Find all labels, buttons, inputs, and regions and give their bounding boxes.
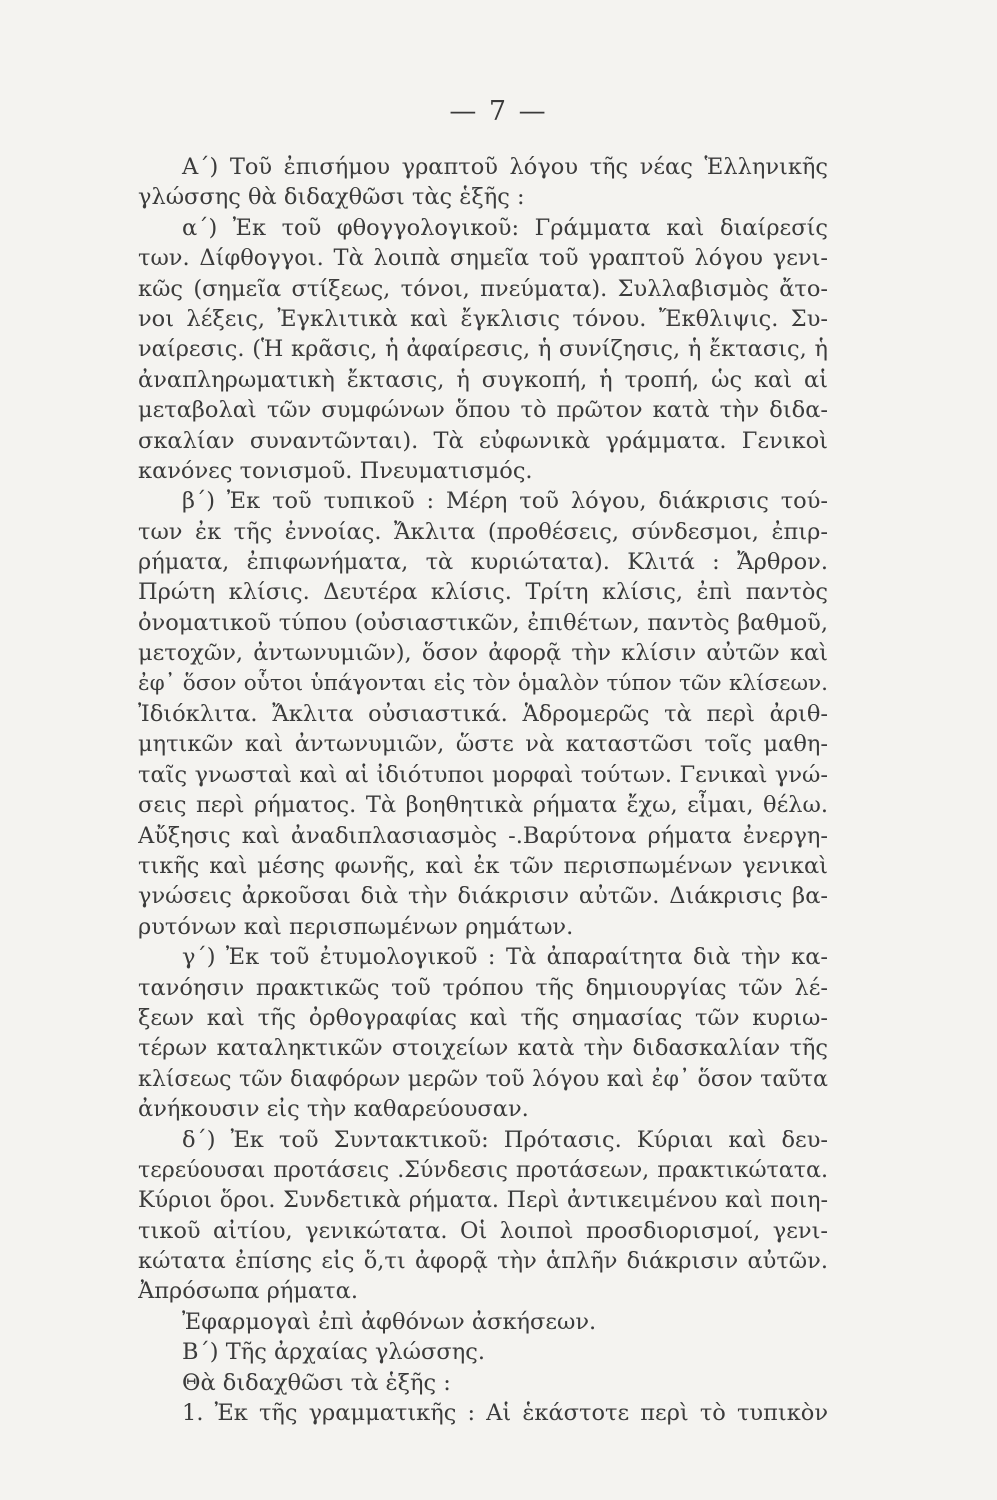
text-line: Κύριοι ὅροι. Συνδετικὰ ρήματα. Περὶ ἀντικειμένου καὶ ποιη- [138, 1187, 828, 1214]
text-line: κῶς (σημεῖα στίξεως, τόνοι, πνεύματα). Συλλαβισμὸς ἄτο- [138, 275, 828, 302]
text-line: Αὔξησις καὶ ἀναδιπλασιασμὸς -.Βαρύτονα ρήματα ἐνεργη- [138, 822, 828, 849]
text-line: τερεύουσαι προτάσεις .Σύνδεσις προτάσεων, πρακτικώτατα. [138, 1156, 828, 1183]
text-line: ἀνήκουσιν εἰς τὴν καθαρεύουσαν. [138, 1096, 529, 1123]
text-line: Ἐφαρμογαὶ ἐπὶ ἀφθόνων ἀσκήσεων. [182, 1308, 597, 1335]
text-line: ταῖς γνωσταὶ καὶ αἱ ἰδιότυποι μορφαὶ τούτων. Γενικαὶ γνώ- [138, 761, 828, 788]
text-line: νοι λέξεις, Ἐγκλιτικὰ καὶ ἔγκλισις τόνου. Ἔκθλιψις. Συ- [138, 305, 828, 332]
text-line: Ἰδιόκλιτα. Ἄκλιτα οὐσιαστικά. Ἁδρομερῶς τὰ περὶ ἀριθ- [138, 701, 828, 728]
text-line: γνώσεις ἀρκοῦσαι διὰ τὴν διάκρισιν αὐτῶν. Διάκρισις βα- [138, 883, 828, 910]
text-line: γ΄) Ἐκ τοῦ ἐτυμολογικοῦ : Τὰ ἀπαραίτητα διὰ τὴν κα- [182, 944, 828, 971]
text-line: ἐφ᾽ ὅσον οὗτοι ὑπάγονται εἰς τὸν ὁμαλὸν τύπον τῶν κλίσεων. [138, 670, 828, 696]
text-line: τικοῦ αἰτίου, γενικώτατα. Οἱ λοιποὶ προσδιορισμοί, γενι- [138, 1217, 828, 1244]
text-line: κώτατα ἐπίσης εἰς ὅ,τι ἀφορᾷ τὴν ἁπλῆν διάκρισιν αὐτῶν. [138, 1248, 828, 1275]
text-line: τανόησιν πρακτικῶς τοῦ τρόπου τῆς δημιουργίας τῶν λέ- [138, 974, 828, 1001]
text-line: ρυτόνων καὶ περισπωμένων ρημάτων. [138, 913, 574, 940]
text-line: α΄) Ἐκ τοῦ φθογγολογικοῦ: Γράμματα καὶ διαίρεσίς [182, 214, 828, 241]
text-line: Β΄) Τῆς ἀρχαίας γλώσσης. [182, 1339, 485, 1366]
text-line: σκαλίαν συναντῶνται). Τὰ εὐφωνικὰ γράμματα. Γενικοὶ [138, 427, 828, 454]
text-line: Πρώτη κλίσις. Δευτέρα κλίσις. Τρίτη κλίσις, ἐπὶ παντὸς [138, 579, 828, 606]
text-line: δ΄) Ἐκ τοῦ Συντακτικοῦ: Πρότασις. Κύριαι καὶ δευ- [182, 1126, 828, 1153]
text-line: σεις περὶ ρήματος. Τὰ βοηθητικὰ ρήματα ἔχω, εἶμαι, θέλω. [138, 792, 828, 819]
text-line: τικῆς καὶ μέσης φωνῆς, καὶ ἐκ τῶν περισπωμένων γενικαὶ [138, 852, 828, 879]
text-line: Θὰ διδαχθῶσι τὰ ἑξῆς : [182, 1369, 451, 1396]
text-line: Α΄) Τοῦ ἐπισήμου γραπτοῦ λόγου τῆς νέας Ἑλληνικῆς [182, 154, 828, 180]
text-line: β΄) Ἐκ τοῦ τυπικοῦ : Μέρη τοῦ λόγου, διάκρισις τού- [182, 488, 828, 515]
text-line: μετοχῶν, ἀντωνυμιῶν), ὅσον ἀφορᾷ τὴν κλίσιν αὐτῶν καὶ [138, 640, 828, 667]
text-line: ρήματα, ἐπιφωνήματα, τὰ κυριώτατα). Κλιτά : Ἄρθρον. [138, 549, 828, 576]
text-line: ξεων καὶ τῆς ὀρθογραφίας καὶ τῆς σημασίας τῶν κυριω- [138, 1004, 828, 1031]
text-line: ναίρεσις. (Ἡ κρᾶσις, ἡ ἀφαίρεσις, ἡ συνίζησις, ἡ ἔκτασις, ἡ [138, 336, 828, 363]
text-line: των ἐκ τῆς ἐννοίας. Ἄκλιτα (προθέσεις, σύνδεσμοι, ἐπιρ- [138, 518, 828, 545]
text-line: γλώσσης θὰ διδαχθῶσι τὰς ἑξῆς : [138, 184, 525, 211]
text-line: 1. Ἐκ τῆς γραμματικῆς : Αἱ ἑκάστοτε περὶ τὸ τυπικὸν [182, 1400, 828, 1427]
text-line: μεταβολαὶ τῶν συμφώνων ὅπου τὸ πρῶτον κατὰ τὴν διδα- [138, 397, 828, 424]
text-line: των. Δίφθογγοι. Τὰ λοιπὰ σημεῖα τοῦ γραπτοῦ λόγου γενι- [138, 245, 828, 272]
text-line: ἀναπληρωματικὴ ἔκτασις, ἡ συγκοπή, ἡ τροπή, ὡς καὶ αἱ [138, 366, 828, 393]
text-line: μητικῶν καὶ ἀντωνυμιῶν, ὥστε νὰ καταστῶσι τοῖς μαθη- [138, 731, 828, 758]
text-line: τέρων καταληκτικῶν στοιχείων κατὰ τὴν διδασκαλίαν τῆς [138, 1035, 828, 1062]
text-line: κλίσεως τῶν διαφόρων μερῶν τοῦ λόγου καὶ ἐφ᾽ ὅσον ταῦτα [138, 1065, 828, 1092]
body-text [138, 152, 828, 1428]
text-line: κανόνες τονισμοῦ. Πνευματισμός. [138, 457, 533, 484]
text-line: ὀνοματικοῦ τύπου (οὐσιαστικῶν, ἐπιθέτων, παντὸς βαθμοῦ, [138, 609, 828, 636]
text-line: Ἀπρόσωπα ρήματα. [138, 1278, 358, 1305]
page-number: — 7 — [449, 96, 548, 127]
